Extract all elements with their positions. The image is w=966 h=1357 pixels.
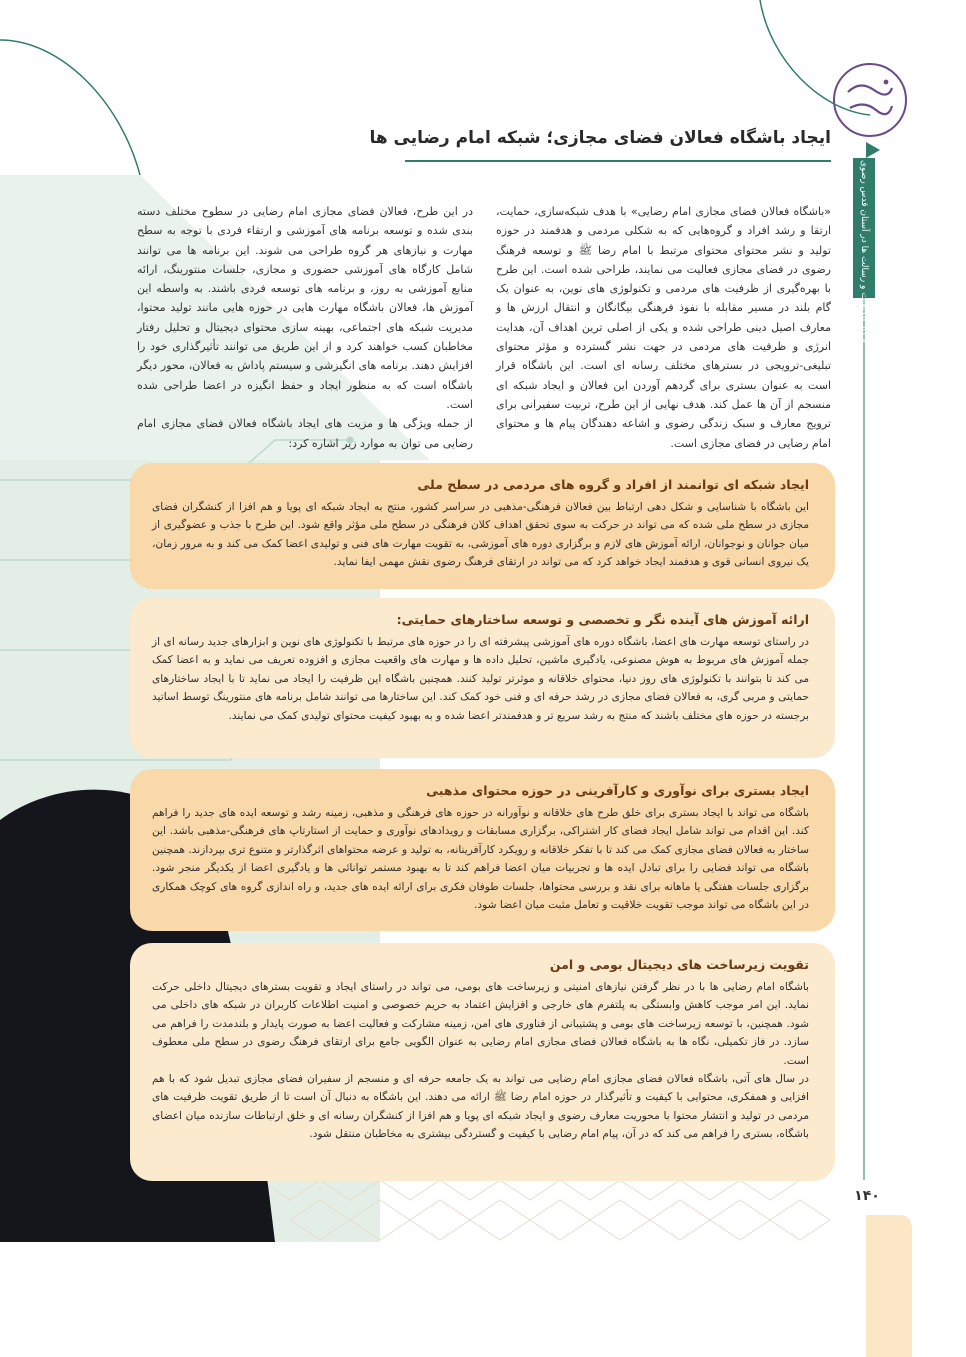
feature-card	[130, 463, 835, 589]
logo-stroke	[850, 104, 892, 114]
magazine-logo	[830, 60, 910, 140]
feature-card	[130, 598, 835, 758]
card-body: باشگاه می تواند با ایجاد بستری برای خلق طرح های خلاقانه و نوآورانه در حوزه های فرهنگی و مذهبی، زمینه رشد و توسعه ایده های جدید را فراهم کند. این اقدام می تواند شامل ایجاد فضای کار اشتراکی، برگزاری مسابقات و رویدادهای نوآوری و حمایت از استارتاپ های فرهنگی-مذهبی باشد. این ساختار به فعالان فضای مجازی کمک می کند تا با تفکر خلاقانه و رویکرد کارآفرینانه، به تولید و عرضه محتواهای اثرگذارتر و متنوع تری بپردازند. همچنین باشگاه می تواند فضایی را برای تبادل ایده ها و تجربیات میان اعضا فراهم کند تا به بهبود مستمر توانائی ها و یادگیری اعضا از یکدیگر منجر شود. برگزاری جلسات هفتگی یا ماهانه برای نقد و بررسی محتواها، جلسات طوفان فکری برای ارائه ایده های جدید، و راه اندازی گروه های کوچک همکاری در این باشگاه می تواند موجب تقویت خلاقیت و تعامل مثبت میان اعضا شود.	[152, 807, 809, 912]
page-tab-shape	[866, 1215, 912, 1357]
sidebar-triangle-marker	[866, 142, 880, 158]
intro-paragraph-right: «باشگاه فعالان فضای مجازی امام رضایی» با هدف شبکه‌سازی، حمایت، ارتقا و رشد افراد و گروه‌هایی که به شکلی مردمی و هدفمند در حوزه تولید و نشر محتوای محتوای مرتبط با امام رضا ﷺ و توسعه فرهنگ رضوی در فضای مجازی فعالیت می نمایند، طراحی شده است. این طرح با بهره‌گیری از ظرفیت های مردمی و تکنولوژی های نوین، به عنوان یک گام بلند در مسیر مقابله با نفوذ فرهنگی بیگانگان و انتقال ارزش ها و معارف اصیل دینی طراحی شده و یکی از اصلی ترین اهداف آن، هدایت انرژی و ظرفیت های مردمی در جهت نشر گسترده و مؤثر محتوای تبلیغی-ترویجی در بسترهای مختلف رسانه ای است. این باشگاه قرار است به عنوان بستری برای گردهم آوردن این فعالان و ایجاد شبکه ای منسجم از آن ها عمل کند. هدف نهایی از این طرح، تربیت سفیرانی برای ترویج معارف و سبک زندگی رضوی و اشاعه دهندگان پیام ها و محتوای امام رضایی در فضای مجازی است.	[496, 205, 831, 450]
card-title: ارائه آموزش های آینده نگر و تخصصی و توسعه ساختارهای حمایتی:	[396, 612, 809, 627]
intro-paragraph-left-features: از جمله ویژگی ها و مزیت های ایجاد باشگاه فعالان فضای مجازی امام رضایی می توان به موارد زیر اشاره کرد:	[137, 417, 473, 450]
sidebar-label: دار بیگاهات و رسالت ها در آستان قدس رضوی »	[859, 160, 869, 344]
feature-card	[130, 769, 835, 931]
page-title: ایجاد باشگاه فعالان فضای مجازی؛ شبکه امام رضایی ها	[369, 128, 831, 148]
page-number: ۱۴۰	[854, 1188, 880, 1204]
feature-card	[130, 943, 835, 1181]
intro-paragraph-left: در این طرح، فعالان فضای مجازی امام رضایی در سطوح مختلف دسته بندی شده و توسعه برنامه های آموزشی و ارتقاء فردی با توجه به سطح مهارت و نیازهای هر گروه طراحی می شوند. این برنامه ها می توانند شامل کارگاه های آموزشی حضوری و مجازی، جلسات منتورینگ، ارائه منابع آموزشی به روز، و برنامه های توسعه فردی باشند. به واسطه این آموزش ها، فعالان باشگاه مهارت هایی در حوزه هایی مانند تولید محتوا، مدیریت شبکه های اجتماعی، بهینه سازی محتوای دیجیتال و تحلیل رفتار مخاطبان کسب خواهند کرد و از این طریق می توانند تأثیرگذاری خود را افزایش دهند. برنامه های انگیزشی و سیستم پاداش به فعالان، محور دیگر باشگاه است که به منظور ایجاد و حفظ انگیزه در اعضا طراحی شده است.	[137, 205, 473, 411]
bottom-margin	[0, 1242, 966, 1357]
title-underline	[405, 160, 831, 162]
card-title: ایجاد بستری برای نوآوری و کارآفرینی در حوزه محتوای مذهبی	[426, 783, 809, 798]
card-body: باشگاه امام رضایی ها با در نظر گرفتن نیازهای امنیتی و زیرساخت های بومی، می تواند در راستای ایجاد و تقویت بسترهای دیجیتال داخلی حرکت نماید. این امر موجب کاهش وابستگی به پلتفرم های خارجی و افزایش اعتماد به حریم خصوصی و امنیت اطلاعات کاربران در شبکه های داخلی می شود. همچنین، با توسعه زیرساخت های بومی و پشتیبانی از فناوری های امن، زمینه مشارکت و فعالیت اعضا به صورت پایدار و بلندمدت را فراهم می سازد. در فاز تکمیلی، نگاه ها به باشگاه فعالان فضای مجازی امام رضایی به عنوان الگویی جامع برای ارتقای فرهنگ رضوی در سطح ملی معطوف است.	[152, 981, 809, 1067]
corner-curve-top-left	[0, 40, 140, 175]
logo-stroke	[848, 85, 892, 94]
logo-ring	[834, 64, 906, 136]
card-body: در راستای توسعه مهارت های اعضا، باشگاه دوره های آموزشی پیشرفته ای را در حوزه های مرتبط با تکنولوژی های نوین و ابزارهای جدید رسانه ای از جمله آموزش های مربوط به هوش مصنوعی، یادگیری ماشین، تحلیل داده ها و مهارت های واقعیت مجازی و افزوده تعریف می نماید و به اعضا کمک می کند تا بتوانند با تکنولوژی های روز دنیا، محتوای خلاقانه و موثرتر تولید کنند. همچنین باشگاه این ظرفیت را ایجاد می نماید تا با ایجاد ساختارهای حمایتی و مربی گری، به فعالان فضای مجازی در رشد حرفه ای و فنی خود کمک کند. این ساختارها می توانند شامل برنامه های منتورینگ توسط اساتید برجسته در حوزه های مختلف باشند که منتج به رشد سریع تر و هدفمندتر اعضا شده و به بهبود کیفیت محتوای تولیدی کمک می نمایند.	[152, 636, 809, 722]
card-body: این باشگاه با شناسایی و شکل دهی ارتباط بین فعالان فرهنگی-مذهبی در سراسر کشور، منتج به ایجاد شبکه ای پویا و هم افزا از کنشگران فضای مجازی در سطح ملی شده که می تواند در حرکت به سوی تحقق اهداف کلان فرهنگی در سطح ملی مؤثر واقع شود. این طرح با جذب و عضوگیری از میان جوانان و نوجوانان، ارائه آموزش های لازم و برگزاری دوره های آموزشی، به تقویت مهارت های فنی و تولیدی اعضا کمک می کند و به مرور زمان، یک نیروی انسانی قوی و هدفمند ایجاد خواهد کرد که می تواند در ارتقای فرهنگ رضوی نقش مهمی ایفا نماید.	[152, 501, 809, 569]
card-title: تقویت زیرساخت های دیجیتال بومی و امن	[549, 957, 809, 972]
intro-column-left	[137, 202, 473, 453]
card-title: ایجاد شبکه ای توانمند از افراد و گروه های مردمی در سطح ملی	[417, 477, 809, 492]
card-body-continued: در سال های آتی، باشگاه فعالان فضای مجازی امام رضایی می تواند به یک جامعه حرفه ای و منسجم از سفیران فضای مجازی تبدیل شود که با هم افزایی و همفکری، محتوایی با کیفیت و تأثیرگذار در حوزه امام رضا ﷺ ارائه می دهند. این باشگاه به دنبال آن است تا از طریق تقویت ظرفیت های مردمی در تولید و انتشار محتوا با محوریت معارف رضوی و ایجاد شبکه ای پویا و هم افزا از کنشگران رسانه ای و خلق ارتباطات سازنده میان اعضای باشگاه، بستری را فراهم می کند که در آن، پیام امام رضایی با کیفیت و گستردگی بیشتری به مخاطبان منتقل شود.	[152, 1073, 809, 1141]
logo-dot	[884, 80, 889, 85]
